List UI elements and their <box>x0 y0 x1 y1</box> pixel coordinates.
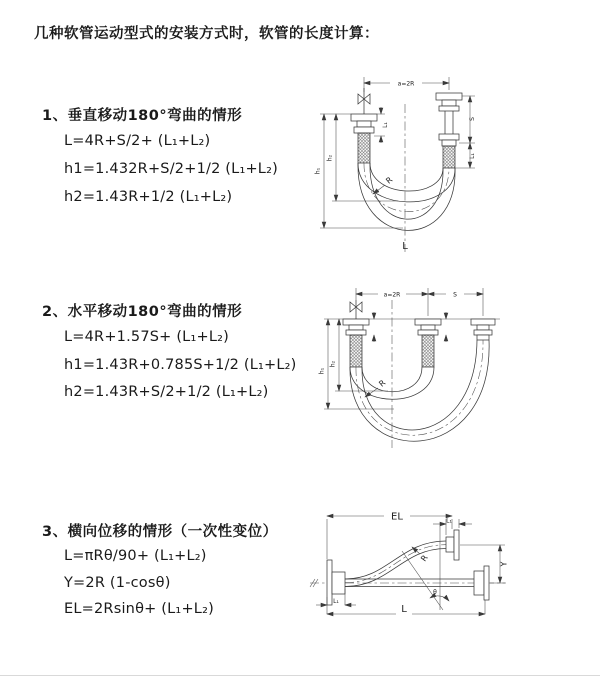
dim-a2r <box>364 77 449 92</box>
dim-label-h1: h₁ <box>314 167 322 175</box>
middle-pipe-fitting <box>415 319 441 367</box>
formula-line: h1=1.43R+0.785S+1/2 (L₁+L₂) <box>64 357 297 373</box>
angle-theta <box>430 589 449 601</box>
right-pipe-fitting <box>471 319 495 340</box>
dim-label-h1: h₁ <box>318 367 326 375</box>
formula-line: L=4R+1.57S+ (L₁+L₂) <box>64 329 229 345</box>
formula-line: h2=1.43R+S/2+1/2 (L₁+L₂) <box>64 384 269 400</box>
right-pipe-fitting <box>436 93 462 168</box>
left-pipe-fitting <box>343 319 369 367</box>
hose-curve <box>345 541 446 587</box>
formula-line: Y=2R (1-cosθ) <box>64 575 171 591</box>
diagram-vertical-180-bend <box>306 66 596 263</box>
dim-a2r-s <box>356 288 483 316</box>
dim-label-h2: h₂ <box>329 360 337 368</box>
hose-curves <box>358 163 455 230</box>
page-title: 几种软管运动型式的安装方式时，软管的长度计算： <box>34 26 379 42</box>
dim-label-theta: θ <box>433 589 437 596</box>
right-flange <box>474 566 489 600</box>
radius-label <box>402 526 443 610</box>
dim-label-s: S <box>453 291 457 299</box>
dim-label-l1: L₁ <box>333 598 339 605</box>
dim-label-l-total: L <box>402 241 408 252</box>
dim-label-a2r: a=2R <box>383 291 401 299</box>
diagram-horizontal-180-bend <box>308 276 598 456</box>
section-3-heading: 3、横向位移的情形（一次性变位） <box>42 524 278 540</box>
dim-l1-top <box>433 518 472 536</box>
dim-label-s: S <box>469 117 476 121</box>
dim-label-l1: L₁ <box>382 122 389 128</box>
formula-line: L=πRθ/90+ (L₁+L₂) <box>64 548 207 564</box>
dim-label-r: R <box>377 378 388 389</box>
dim-label-l-total: L <box>401 604 407 615</box>
dim-label-l1: L₁ <box>469 153 476 159</box>
dim-el <box>327 512 452 560</box>
section-2-heading: 2、水平移动180°弯曲的情形 <box>42 304 243 320</box>
dim-label-r: R <box>419 553 430 564</box>
left-pipe-fitting <box>351 114 377 163</box>
dim-label-r: R <box>384 175 395 186</box>
valve-icon <box>350 300 362 319</box>
radius-label <box>373 175 395 194</box>
dim-label-el: EL <box>391 511 403 523</box>
hose-curves <box>350 340 489 441</box>
dim-l1-left <box>374 107 389 143</box>
dim-label-l1: L₁ <box>446 517 452 525</box>
section-1-heading: 1、垂直移动180°弯曲的情形 <box>42 108 243 124</box>
formula-line: L=4R+S/2+ (L₁+L₂) <box>64 133 211 149</box>
formula-line: EL=2Rsinθ+ (L₁+L₂) <box>64 601 214 617</box>
valve-icon <box>358 88 370 114</box>
dim-label-a2r: a=2R <box>397 80 415 88</box>
upper-flange <box>446 530 459 560</box>
formula-line: h1=1.432R+S/2+1/2 (L₁+L₂) <box>64 161 278 177</box>
formula-line: h2=1.43R+1/2 (L₁+L₂) <box>64 189 233 205</box>
dim-l <box>327 597 485 615</box>
dim-label-y: Y <box>499 561 509 567</box>
dim-label-h2: h₂ <box>326 154 334 162</box>
diagram-lateral-displacement <box>300 497 600 649</box>
